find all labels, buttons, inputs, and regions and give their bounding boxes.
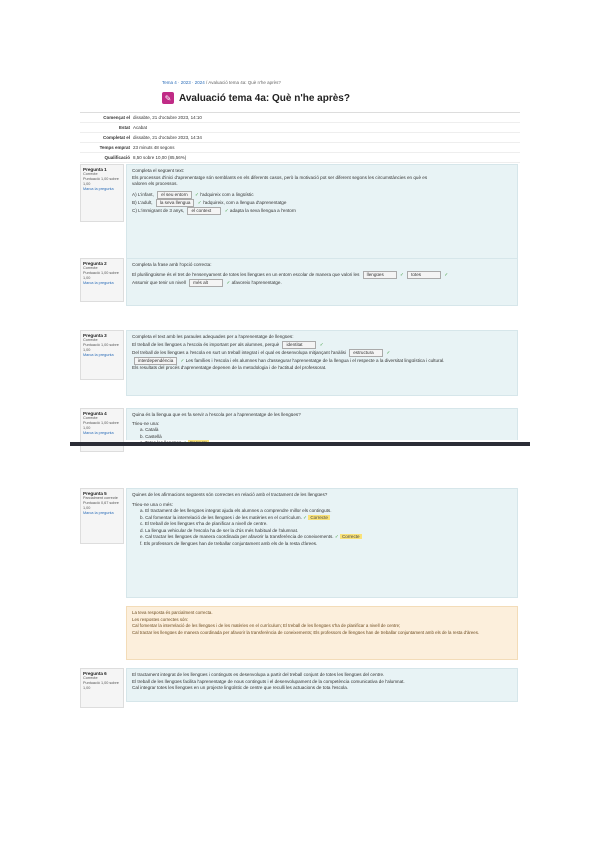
summary-key: Temps emprat (99, 145, 130, 150)
question-box-2 (126, 258, 518, 306)
answer-post: adapta la seva llengua a l'entorn (229, 207, 296, 213)
question-score: Puntuació 1,00 sobre 1,00 (83, 421, 119, 430)
summary-value: 8,50 sobre 10,00 (85,56%) (133, 155, 187, 160)
option-label: f. Els professors de llengües han de treballar conjuntament amb els de la resta d'àrees. (140, 540, 318, 546)
question-info-3 (80, 330, 124, 380)
check-icon: ✓ (399, 271, 404, 277)
question-text: Quines de les afirmacions següents són correctes en relació amb el tractament de les llengües? (132, 492, 328, 497)
answer-post: l'adquireix, com a llengua d'aprenentatge (202, 199, 287, 205)
summary-row (80, 153, 520, 163)
check-icon: ✓ (444, 271, 449, 277)
quiz-icon: ✎ (162, 92, 174, 104)
choose-label: Trieu-ne una: (132, 420, 160, 426)
question-info-1 (80, 164, 124, 222)
answer-row (132, 341, 512, 349)
answer-select[interactable]: identitat (282, 341, 316, 349)
answer-option[interactable] (140, 541, 512, 548)
question-text: Completa la frase amb l'opció correcta: (132, 262, 212, 267)
summary-key: Completat el (102, 135, 130, 140)
question-text: El treball de les llengües facilita l'aprenentatge de nous continguts i el desenvolupament de la competència comunicativa de l'alumnat. (132, 678, 405, 684)
check-icon: ✓ (226, 279, 231, 285)
question-status: Correcte (83, 676, 98, 680)
check-icon: ✓ (197, 199, 202, 205)
flag-question-link[interactable]: Marca la pregunta (83, 187, 114, 191)
question-number: Pregunta 5 (83, 491, 107, 496)
answer-pre: El treball de les llengües a l'escola és important per als alumnes, perquè (132, 341, 280, 347)
feedback-subtitle: Les respostes correctes són: (132, 616, 189, 622)
answer-select[interactable]: més alt (189, 279, 223, 287)
check-icon: ✓ (180, 357, 185, 363)
question-text: El tractament integrat de les llengües i continguts es desenvolupa a partir del treball conjunt de totes les llengües del centre. (132, 672, 385, 677)
question-number: Pregunta 4 (83, 411, 107, 416)
answer-row (132, 349, 512, 357)
answer-pre: A) L'infant, (132, 191, 154, 197)
summary-key: Estat (118, 125, 130, 130)
answer-select[interactable]: el seu entorn (157, 191, 192, 199)
question-number: Pregunta 2 (83, 261, 107, 266)
answer-pre: Assumir que tenir un nivell (132, 279, 186, 285)
question-text: Els processos d'inici d'aprenentatge són semblants en els diferents casos, però la motivació pot ser diferent segons les circumstàncies en què es (132, 174, 428, 180)
page-title: Avaluació tema 4a: Què n'he après? (179, 92, 350, 104)
question-status: Correcte (83, 416, 98, 420)
question-text: Cal integrar totes les llengües en un projecte lingüístic de centre que reculli les actuacions de tota l'escola. (132, 685, 349, 690)
flag-question-link[interactable]: Marca la pregunta (83, 281, 114, 285)
answer-select[interactable]: totes (407, 271, 441, 279)
summary-value: 23 minuts 48 segons (133, 145, 175, 150)
question-status: Correcte (83, 338, 98, 342)
answer-row (132, 191, 512, 199)
feedback-text: Cal fomentar la interrelació de les llengües i de les matèries en el currículum; El treball de les llengües s'ha de planificar a nivell de centre; (132, 623, 401, 628)
option-label: b. Cal fomentar la interrelació de les llengües i de les matèries en el currículum. (140, 514, 302, 520)
question-info-2 (80, 258, 124, 302)
summary-row (80, 143, 520, 153)
answer-row (132, 279, 512, 287)
question-text: valoren els processos. (132, 181, 178, 186)
answer-select[interactable]: el context (187, 207, 221, 215)
summary-row (80, 113, 520, 123)
correct-tag: Correcte (341, 534, 360, 539)
answer-pre: Del treball de les llengües a l'escola en surt un treball integrat i el qual es desenvolupa mitjançant l'anàlisi (132, 349, 346, 355)
question-box-5 (126, 488, 518, 598)
check-icon: ✓ (194, 191, 199, 197)
option-label: a. El tractament de les llengües integrat ajuda els alumnes a comprendre millor els continguts. (140, 508, 332, 513)
question-text: Els resultats del procés d'aprenentatge depenen de la metodologia i de l'actitud del professorat. (132, 364, 327, 370)
summary-row (80, 133, 520, 143)
breadcrumb-rest: / Avaluació tema 4a: Què n'he après? (206, 80, 281, 85)
summary-row (80, 123, 520, 133)
question-status: Parcialment correcte (83, 496, 118, 500)
answer-select[interactable]: estructura (349, 349, 383, 357)
answer-select[interactable]: llengües (363, 271, 397, 279)
answer-select[interactable]: interdependència (134, 357, 177, 365)
attempt-summary (80, 112, 520, 163)
answer-select[interactable]: la seva llengua (156, 199, 195, 207)
question-text: Quina és la llengua que es fa servir a l'escola per a l'aprenentatge de les llengües? (132, 412, 301, 417)
answer-post: Les famílies i l'escola i els alumnes han d'assegurar l'aprenentatge de la llengua i el respecte a la diversitat lingüística i cultural. (185, 357, 445, 363)
question-score: Puntuació 1,00 sobre 1,00 (83, 177, 119, 186)
answer-row (132, 271, 512, 279)
check-icon: ✓ (386, 349, 391, 355)
summary-value: dissabte, 21 d'octubre 2023, 14:34 (133, 135, 202, 140)
quiz-review-bottom (80, 482, 520, 772)
check-icon: ✓ (224, 207, 229, 213)
flag-question-link[interactable]: Marca la pregunta (83, 353, 114, 357)
feedback-title: La teva resposta és parcialment correcta. (132, 610, 213, 615)
question-box-6 (126, 668, 518, 702)
question-number: Pregunta 1 (83, 167, 107, 172)
question-score: Puntuació 0,67 sobre 1,00 (83, 501, 119, 510)
summary-key: Qualificació (104, 155, 130, 160)
answer-row (132, 199, 512, 207)
question-score: Puntuació 1,00 sobre 1,00 (83, 271, 119, 280)
question-info-6 (80, 668, 124, 708)
correct-tag: Correcte (310, 514, 328, 520)
question-info-5 (80, 488, 124, 544)
check-icon: ✓ (334, 534, 339, 539)
question-text: Completa el següent text: (132, 168, 185, 173)
answer-pre: B) L'adult, (132, 199, 153, 205)
question-status: Correcte (83, 172, 98, 176)
breadcrumb-link[interactable]: Tema 4 · 2023 · 2024 (162, 80, 205, 85)
option-label: e. Cal tractar les llengües de manera coordinada per afavorir la transferència de coneixements. (140, 534, 334, 539)
question-score: Puntuació 1,00 sobre 1,00 (83, 343, 119, 352)
question-box-1 (126, 164, 518, 260)
choose-label: Trieu-ne una o més: (132, 501, 173, 507)
option-label: c. El treball de les llengües s'ha de planificar a nivell de centre. (140, 521, 268, 526)
answer-pre: El plurilingüisme és el tret de l'ensenyament de totes les llengües en un entorn escolar de manera que valori les (132, 271, 360, 277)
answer-post: l'adquireix com a lingüístic (200, 191, 254, 197)
answer-row (132, 207, 512, 215)
feedback-box (126, 606, 518, 660)
check-icon: ✓ (319, 341, 324, 347)
answer-post: afavoreix l'aprenentatge. (231, 279, 282, 285)
option-label: b. Castellà (140, 433, 162, 439)
quiz-review-top (80, 78, 520, 440)
option-label: a. Català (140, 427, 159, 432)
question-number: Pregunta 3 (83, 333, 107, 338)
breadcrumb (162, 80, 281, 85)
answer-pre: C) L'immigrant de 3 anys, (132, 207, 185, 213)
summary-value: dissabte, 21 d'octubre 2023, 14:10 (133, 115, 202, 120)
flag-question-link[interactable]: Marca la pregunta (83, 511, 114, 515)
question-number: Pregunta 6 (83, 671, 107, 676)
question-box-3 (126, 330, 518, 396)
question-status: Correcte (83, 266, 98, 270)
feedback-text: Cal tractar les llengües de manera coordinada per afavorir la transferència de coneixements; Els professors de llengües han de treballar conjuntament amb els de la resta d'àrees. (132, 629, 480, 635)
question-box-4 (126, 408, 518, 440)
summary-key: Començat el (103, 115, 130, 120)
option-label: d. La llengua vehicular de l'escola ha de ser la d'ús més habitual de l'alumnat. (140, 527, 299, 533)
check-icon: ✓ (303, 514, 308, 520)
page-divider (70, 442, 530, 446)
summary-value: Acabat (133, 125, 148, 130)
page-header (162, 92, 350, 104)
question-text: Completa el text amb les paraules adequades per a l'aprenentatge de llengües: (132, 334, 294, 339)
question-score: Puntuació 1,00 sobre 1,00 (83, 681, 119, 690)
flag-question-link[interactable]: Marca la pregunta (83, 431, 114, 435)
answer-row (132, 357, 512, 365)
